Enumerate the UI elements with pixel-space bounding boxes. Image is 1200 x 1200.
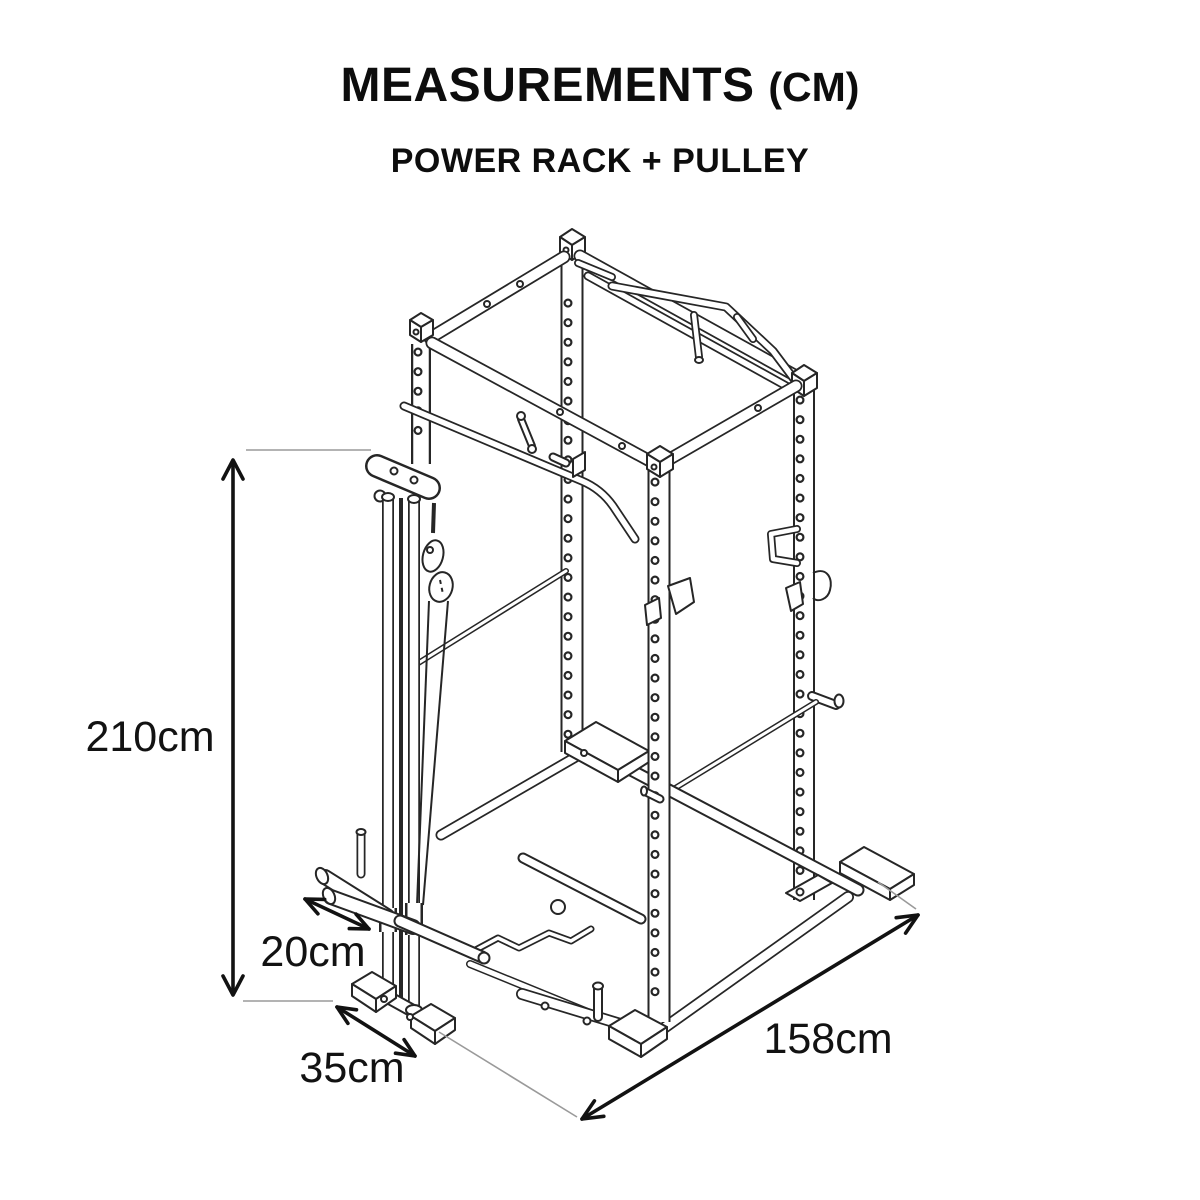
turnbuckle [517,412,536,453]
page-subtitle: POWER RACK + PULLEY [390,142,810,180]
t-bar-row-handle [470,858,641,953]
lat-bar [404,406,635,539]
front-weight-peg [593,983,603,1018]
pulley-upright [410,313,433,464]
extension-line-floor [439,1032,577,1117]
front-right-post [647,446,673,1022]
height-dimension-label: 210cm [85,713,215,761]
foot-width-dimension-label: 35cm [299,1044,405,1092]
cable-carabiner [419,538,456,605]
horn-depth-dimension-label: 20cm [260,928,366,976]
power-rack-illustration [313,229,914,1057]
title-unit-suffix: (CM) [768,64,860,110]
back-left-post [560,229,585,752]
height-dimension [85,460,243,995]
foot-width-dimension [299,1007,415,1092]
back-right-post [792,365,817,900]
title-main: MEASUREMENTS [340,59,755,112]
base-depth-dimension-label: 158cm [763,1015,893,1063]
pull-up-bar [578,263,794,387]
